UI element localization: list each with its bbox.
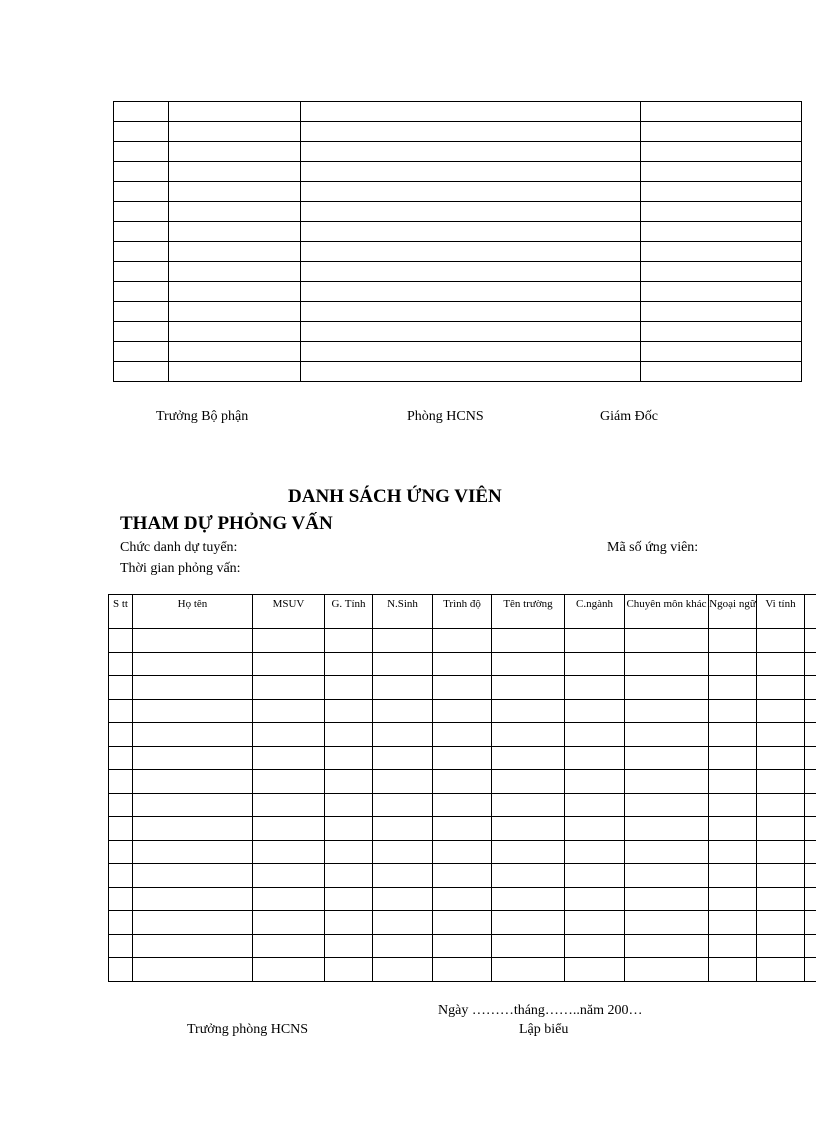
table-cell (325, 746, 373, 770)
table-cell (169, 122, 301, 142)
table-cell (492, 746, 565, 770)
interview-time-label: Thời gian phỏng vấn: (120, 561, 241, 576)
table-cell (325, 958, 373, 982)
table-cell (133, 676, 253, 700)
table-cell (325, 723, 373, 747)
table-cell (709, 840, 757, 864)
table-row (109, 629, 816, 653)
table-cell (433, 887, 492, 911)
table-cell (805, 699, 816, 723)
position-field-label: Chức danh dự tuyển: (120, 540, 238, 555)
table-cell (805, 840, 816, 864)
table-row (114, 162, 802, 182)
table-cell (114, 162, 169, 182)
table-row (109, 793, 816, 817)
table-cell (133, 934, 253, 958)
table-cell (565, 676, 625, 700)
table-cell (253, 793, 325, 817)
table-cell (253, 629, 325, 653)
table-cell (253, 911, 325, 935)
table-cell (805, 958, 816, 982)
table-cell (805, 723, 816, 747)
table-cell (109, 676, 133, 700)
table-cell (625, 793, 709, 817)
table-cell (114, 202, 169, 222)
table-cell (373, 723, 433, 747)
table-cell (641, 122, 802, 142)
table-cell (625, 840, 709, 864)
table-cell (109, 629, 133, 653)
table-cell (169, 282, 301, 302)
header-gender: G. Tính (325, 595, 373, 629)
table-cell (253, 723, 325, 747)
table-cell (433, 770, 492, 794)
table-cell (109, 840, 133, 864)
table-cell (169, 182, 301, 202)
table-cell (109, 864, 133, 888)
table-cell (114, 142, 169, 162)
table-cell (492, 864, 565, 888)
table-cell (301, 202, 641, 222)
table-cell (109, 746, 133, 770)
table-cell (253, 840, 325, 864)
table-row (109, 676, 816, 700)
table-cell (757, 746, 805, 770)
table-cell (565, 793, 625, 817)
table-cell (373, 676, 433, 700)
table-cell (641, 162, 802, 182)
table-cell (325, 817, 373, 841)
table-cell (641, 102, 802, 122)
table-cell (373, 958, 433, 982)
table-cell (565, 958, 625, 982)
table-cell (492, 934, 565, 958)
header-extra (805, 595, 816, 629)
table-cell (325, 793, 373, 817)
table-cell (433, 911, 492, 935)
table-cell (709, 746, 757, 770)
table-row (114, 302, 802, 322)
table-cell (169, 362, 301, 382)
table-cell (373, 817, 433, 841)
table-cell (114, 342, 169, 362)
table-cell (805, 676, 816, 700)
table-cell (641, 282, 802, 302)
table-row (109, 911, 816, 935)
table-cell (109, 770, 133, 794)
header-school-name: Tên trường (492, 595, 565, 629)
table-cell (373, 793, 433, 817)
table-cell (253, 817, 325, 841)
table-cell (433, 699, 492, 723)
table-cell (625, 699, 709, 723)
table-cell (641, 142, 802, 162)
signature-prepared-by: Lập biểu (519, 1022, 569, 1037)
table-cell (433, 629, 492, 653)
header-stt: S tt (109, 595, 133, 629)
table-cell (373, 911, 433, 935)
table-row (109, 746, 816, 770)
table-row (109, 770, 816, 794)
table-cell (709, 864, 757, 888)
table-cell (433, 934, 492, 958)
table-row (109, 699, 816, 723)
table-row (109, 934, 816, 958)
table-row (114, 282, 802, 302)
table-cell (625, 676, 709, 700)
table-cell (373, 629, 433, 653)
signature-hr-head: Trưởng phòng HCNS (187, 1022, 309, 1037)
table-cell (301, 322, 641, 342)
table-row (114, 102, 802, 122)
table-cell (565, 770, 625, 794)
table-cell (169, 262, 301, 282)
table-cell (641, 302, 802, 322)
table-cell (114, 302, 169, 322)
header-full-name: Họ tên (133, 595, 253, 629)
table-cell (301, 282, 641, 302)
table-cell (325, 652, 373, 676)
table-row (114, 122, 802, 142)
table-cell (253, 864, 325, 888)
table-cell (625, 887, 709, 911)
table-cell (757, 652, 805, 676)
table-row (114, 202, 802, 222)
table-cell (805, 746, 816, 770)
table-cell (565, 934, 625, 958)
page-subtitle: THAM DỰ PHỎNG VẤN (120, 513, 333, 534)
table-cell (641, 242, 802, 262)
table-cell (133, 629, 253, 653)
table-cell (133, 911, 253, 935)
table-cell (373, 770, 433, 794)
page-title: DANH SÁCH ỨNG VIÊN (288, 486, 502, 507)
table-cell (641, 182, 802, 202)
table-cell (805, 770, 816, 794)
table-cell (373, 699, 433, 723)
top-blank-table (113, 101, 802, 382)
table-cell (114, 122, 169, 142)
table-cell (565, 911, 625, 935)
table-cell (433, 652, 492, 676)
table-cell (492, 958, 565, 982)
table-cell (433, 817, 492, 841)
table-cell (565, 817, 625, 841)
table-cell (625, 652, 709, 676)
table-cell (625, 934, 709, 958)
table-row (109, 652, 816, 676)
candidate-code-label: Mã số ứng viên: (607, 540, 699, 555)
table-cell (325, 699, 373, 723)
table-header-row (109, 595, 816, 629)
table-cell (301, 122, 641, 142)
table-cell (169, 242, 301, 262)
table-cell (625, 864, 709, 888)
table-cell (301, 182, 641, 202)
table-cell (757, 629, 805, 653)
table-cell (709, 911, 757, 935)
table-cell (301, 342, 641, 362)
table-cell (709, 817, 757, 841)
table-cell (325, 629, 373, 653)
table-cell (373, 840, 433, 864)
table-cell (169, 302, 301, 322)
table-cell (805, 864, 816, 888)
table-cell (109, 958, 133, 982)
header-other-specialty: Chuyên môn khác (625, 595, 709, 629)
table-cell (641, 342, 802, 362)
table-cell (253, 746, 325, 770)
table-cell (757, 911, 805, 935)
table-cell (709, 887, 757, 911)
table-cell (133, 817, 253, 841)
table-cell (133, 887, 253, 911)
table-cell (301, 262, 641, 282)
table-cell (641, 262, 802, 282)
table-row (114, 242, 802, 262)
table-cell (301, 242, 641, 262)
table-cell (757, 793, 805, 817)
table-row (109, 887, 816, 911)
table-cell (133, 840, 253, 864)
table-cell (114, 102, 169, 122)
table-cell (325, 887, 373, 911)
table-cell (114, 242, 169, 262)
header-candidate-code: MSUV (253, 595, 325, 629)
table-cell (757, 887, 805, 911)
header-education-level: Trình độ (433, 595, 492, 629)
table-row (109, 958, 816, 982)
table-row (109, 723, 816, 747)
table-cell (325, 840, 373, 864)
table-cell (433, 676, 492, 700)
table-row (114, 182, 802, 202)
table-cell (709, 676, 757, 700)
header-foreign-language: Ngoại ngữ (709, 595, 757, 629)
table-cell (169, 342, 301, 362)
table-cell (757, 676, 805, 700)
table-cell (492, 629, 565, 653)
table-cell (109, 817, 133, 841)
table-cell (492, 793, 565, 817)
table-cell (114, 182, 169, 202)
table-cell (433, 958, 492, 982)
table-cell (805, 934, 816, 958)
date-line: Ngày ………tháng……..năm 200… (438, 1003, 643, 1018)
table-cell (169, 142, 301, 162)
table-cell (625, 723, 709, 747)
table-cell (325, 770, 373, 794)
table-row (114, 362, 802, 382)
table-cell (492, 676, 565, 700)
table-cell (114, 222, 169, 242)
table-cell (373, 934, 433, 958)
table-cell (433, 793, 492, 817)
table-cell (433, 746, 492, 770)
table-row (114, 342, 802, 362)
table-cell (133, 958, 253, 982)
table-cell (805, 887, 816, 911)
table-cell (492, 911, 565, 935)
table-cell (433, 723, 492, 747)
table-cell (565, 652, 625, 676)
table-cell (325, 934, 373, 958)
table-cell (625, 911, 709, 935)
table-cell (625, 958, 709, 982)
table-cell (133, 699, 253, 723)
table-cell (709, 699, 757, 723)
table-cell (757, 840, 805, 864)
signature-department-head: Trưởng Bộ phận (156, 409, 249, 424)
table-row (109, 864, 816, 888)
table-cell (625, 629, 709, 653)
table-cell (169, 222, 301, 242)
table-cell (757, 699, 805, 723)
table-cell (492, 652, 565, 676)
table-cell (565, 840, 625, 864)
table-cell (709, 958, 757, 982)
table-cell (492, 840, 565, 864)
table-cell (641, 362, 802, 382)
table-cell (109, 699, 133, 723)
table-row (114, 262, 802, 282)
table-cell (114, 362, 169, 382)
table-cell (805, 911, 816, 935)
table-cell (709, 793, 757, 817)
table-cell (301, 302, 641, 322)
table-cell (133, 652, 253, 676)
table-cell (565, 864, 625, 888)
table-cell (133, 770, 253, 794)
table-cell (565, 629, 625, 653)
header-computer-skills: Vi tính (757, 595, 805, 629)
table-cell (757, 864, 805, 888)
table-cell (253, 699, 325, 723)
table-cell (301, 102, 641, 122)
table-cell (169, 202, 301, 222)
table-row (114, 322, 802, 342)
table-row (109, 840, 816, 864)
table-cell (492, 723, 565, 747)
table-cell (133, 864, 253, 888)
table-cell (253, 676, 325, 700)
table-cell (565, 887, 625, 911)
table-row (109, 817, 816, 841)
table-cell (301, 362, 641, 382)
table-cell (709, 723, 757, 747)
table-cell (805, 817, 816, 841)
table-cell (253, 958, 325, 982)
table-cell (325, 911, 373, 935)
table-cell (109, 723, 133, 747)
table-cell (625, 817, 709, 841)
table-cell (253, 934, 325, 958)
table-cell (565, 723, 625, 747)
table-cell (253, 770, 325, 794)
table-cell (373, 864, 433, 888)
table-cell (373, 652, 433, 676)
table-cell (114, 282, 169, 302)
table-cell (325, 864, 373, 888)
table-cell (641, 222, 802, 242)
table-cell (641, 202, 802, 222)
table-cell (114, 262, 169, 282)
table-row (114, 222, 802, 242)
table-cell (373, 746, 433, 770)
table-cell (133, 723, 253, 747)
table-cell (373, 887, 433, 911)
header-birth-date: N.Sinh (373, 595, 433, 629)
table-cell (133, 746, 253, 770)
table-cell (169, 322, 301, 342)
table-cell (757, 817, 805, 841)
table-cell (805, 652, 816, 676)
table-cell (301, 142, 641, 162)
table-cell (114, 322, 169, 342)
table-cell (625, 770, 709, 794)
table-cell (301, 222, 641, 242)
table-cell (433, 864, 492, 888)
candidate-list-table (108, 594, 816, 982)
table-cell (253, 887, 325, 911)
table-cell (301, 162, 641, 182)
table-cell (433, 840, 492, 864)
signature-hr-department: Phòng HCNS (407, 409, 484, 424)
table-cell (109, 652, 133, 676)
table-cell (169, 162, 301, 182)
table-cell (709, 629, 757, 653)
table-cell (109, 911, 133, 935)
table-cell (492, 817, 565, 841)
table-cell (709, 652, 757, 676)
table-cell (133, 793, 253, 817)
table-cell (492, 699, 565, 723)
table-cell (757, 770, 805, 794)
table-cell (625, 746, 709, 770)
table-cell (757, 723, 805, 747)
table-cell (492, 770, 565, 794)
table-cell (253, 652, 325, 676)
table-cell (325, 676, 373, 700)
table-cell (109, 887, 133, 911)
table-cell (109, 934, 133, 958)
table-row (114, 142, 802, 162)
table-cell (709, 934, 757, 958)
table-cell (805, 629, 816, 653)
table-cell (757, 958, 805, 982)
table-cell (805, 793, 816, 817)
table-cell (641, 322, 802, 342)
table-cell (565, 699, 625, 723)
signature-director: Giám Đốc (600, 409, 658, 424)
table-cell (109, 793, 133, 817)
table-cell (565, 746, 625, 770)
table-cell (169, 102, 301, 122)
table-cell (492, 887, 565, 911)
table-cell (709, 770, 757, 794)
table-cell (757, 934, 805, 958)
header-major: C.ngành (565, 595, 625, 629)
